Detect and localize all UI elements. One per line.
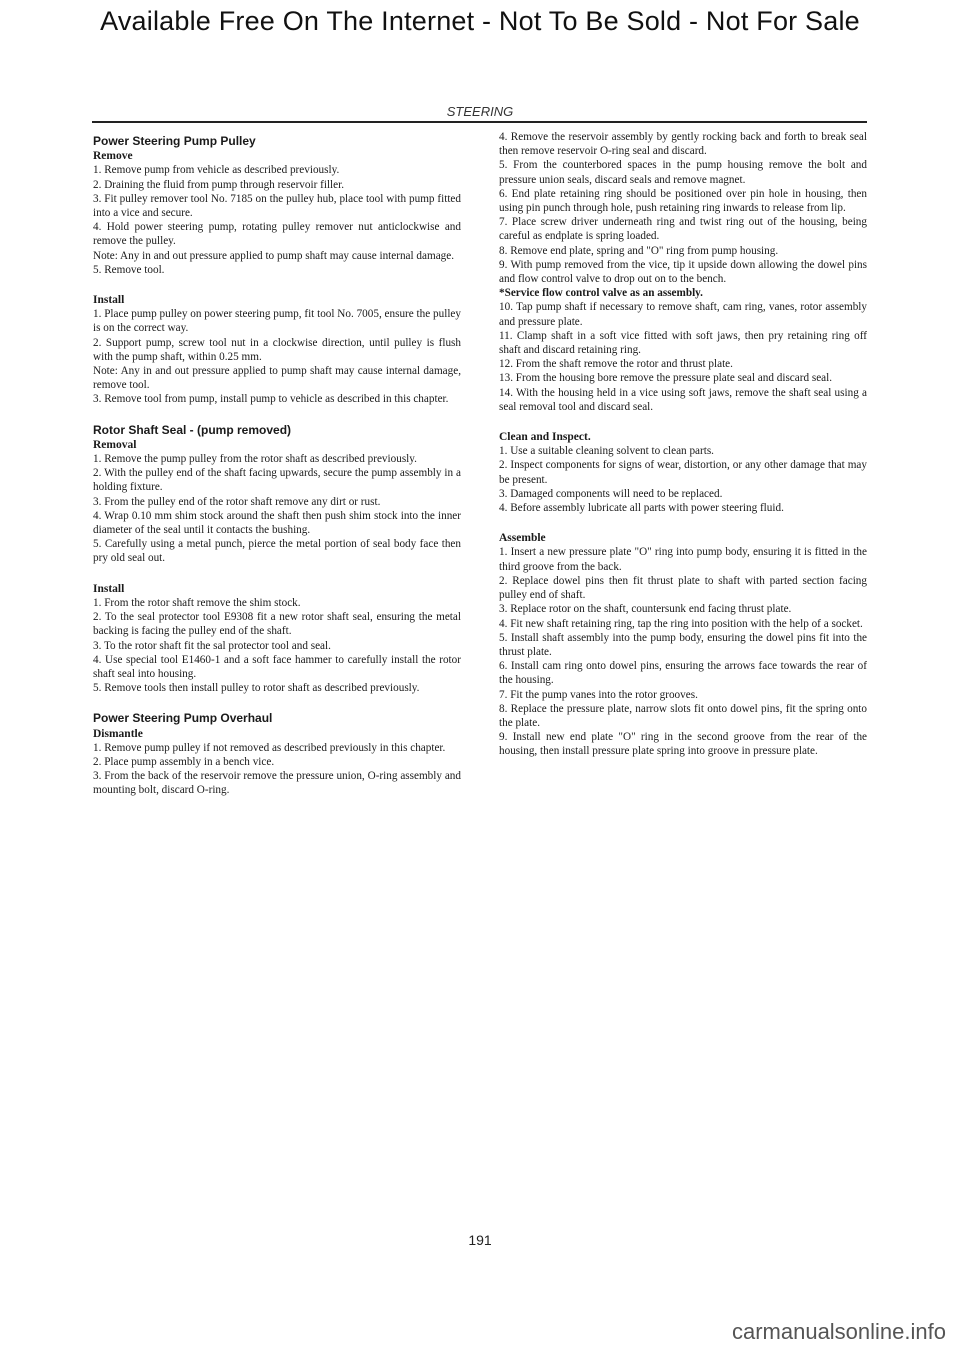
step-text: 2. Replace dowel pins then fit thrust plate to shaft with parted section facing pulley end of shaft.	[499, 574, 867, 602]
step-text: 13. From the housing bore remove the pressure plate seal and discard seal.	[499, 372, 833, 385]
subheading: Assemble	[499, 532, 546, 545]
step-text: 5. From the counterbored spaces in the pump housing remove the bolt and pressure union seals, discard seals and remove magnet.	[499, 159, 867, 186]
step-text: 14. With the housing held in a vice using soft jaws, remove the shaft seal using a seal removal tool and discard seal.	[499, 386, 867, 413]
step-text: 2. Inspect components for signs of wear, distortion, or any other damage that may be present.	[499, 459, 867, 486]
step-text: 1. Remove pump from vehicle as described previously.	[93, 164, 340, 177]
service-note: *Service flow control valve as an assembly.	[499, 287, 703, 300]
step-text: 2. To the seal protector tool E9308 fit a new rotor shaft seal, ensuring the metal backing is facing the pulley end of the shaft.	[93, 611, 461, 638]
section-title: Rotor Shaft Seal - (pump removed)	[93, 422, 292, 437]
subheading: Dismantle	[93, 727, 143, 740]
step-text: 8. Remove end plate, spring and "O" ring from pump housing.	[499, 244, 779, 257]
subheading: Remove	[93, 150, 133, 163]
step-text: 4. Hold power steering pump, rotating pulley remover nut anticlockwise and remove the pulley.	[93, 221, 461, 248]
step-text: 5. Remove tool.	[93, 263, 165, 276]
overhaul-section	[93, 711, 461, 797]
step-text: 7. Place screw driver underneath ring and twist ring out of the housing, being careful as endplate is spring loaded.	[499, 216, 867, 243]
step-text: 1. Remove the pump pulley from the rotor shaft as described previously.	[93, 453, 417, 466]
step-text: 4. Wrap 0.10 mm shim stock around the shaft then push shim stock into the inner diameter of the seal until it contacts the bushing.	[93, 509, 461, 537]
section-title: Power Steering Pump Overhaul	[93, 711, 273, 726]
step-text: Note: Any in and out pressure applied to pump shaft may cause internal damage.	[93, 249, 455, 262]
step-text: 5. Remove tools then install pulley to rotor shaft as described previously.	[93, 682, 420, 695]
step-text: 5. Install shaft assembly into the pump body, ensuring the dowel pins fit into the thrust plate.	[499, 631, 867, 658]
subheading: Removal	[93, 438, 137, 451]
step-text: 6. Install cam ring onto dowel pins, ensuring the arrows face towards the rear of the housing.	[499, 660, 867, 687]
right-column	[499, 130, 867, 759]
step-text: 1. Place pump pulley on power steering pump, fit tool No. 7005, ensure the pulley is on the correct way.	[93, 308, 461, 335]
pulley-install-steps	[93, 307, 461, 406]
pulley-section	[93, 134, 461, 407]
step-text: 1. From the rotor shaft remove the shim stock.	[93, 596, 301, 609]
left-column	[93, 130, 461, 798]
clean-steps	[499, 444, 867, 515]
step-text: 2. Place pump assembly in a bench vice.	[93, 755, 275, 768]
step-text: 3. From the pulley end of the rotor shaft remove any dirt or rust.	[93, 495, 381, 508]
step-text: 3. From the back of the reservoir remove the pressure union, O-ring assembly and mounting bolt, discard O-ring.	[93, 770, 461, 797]
seal-install-steps	[93, 596, 461, 695]
subheading: Install	[93, 582, 125, 595]
step-text: 3. Fit pulley remover tool No. 7185 on the pulley hub, place tool with pump fitted into a vice and secure.	[93, 192, 461, 220]
page-number: 191	[468, 1232, 492, 1248]
step-text: 1. Insert a new pressure plate "O" ring into pump body, ensuring it is fitted in the third groove from the back.	[499, 546, 867, 573]
step-text: 3. Replace rotor on the shaft, countersunk end facing thrust plate.	[499, 603, 792, 616]
step-text: 4. Remove the reservoir assembly by gently rocking back and forth to break seal then remove reservoir O-ring seal and discard.	[499, 131, 867, 158]
step-text: 2. Draining the fluid from pump through reservoir filler.	[93, 178, 345, 191]
subheading: Install	[93, 294, 125, 307]
step-text: 9. Install new end plate "O" ring in the second groove from the rear of the housing, then install pressure plate spring into groove in pressure plate.	[499, 731, 867, 758]
watermark-banner: Available Free On The Internet - Not To Be Sold - Not For Sale	[100, 6, 860, 36]
header-rule	[92, 121, 867, 123]
subheading: Clean and Inspect.	[499, 431, 591, 444]
step-text: 4. Fit new shaft retaining ring, tap the ring into position with the help of a socket.	[499, 617, 863, 630]
step-text: 11. Clamp shaft in a soft vice fitted with soft jaws, then pry retaining ring off shaft and discard retaining ring.	[499, 329, 867, 357]
step-text: 4. Use special tool E1460-1 and a soft face hammer to carefully install the rotor shaft seal into housing.	[93, 653, 461, 680]
step-text: 5. Carefully using a metal punch, pierce the metal portion of seal body face then pry old seal out.	[93, 538, 461, 565]
step-text: 4. Before assembly lubricate all parts with power steering fluid.	[499, 502, 784, 515]
step-text: 1. Remove pump pulley if not removed as described previously in this chapter.	[93, 741, 446, 754]
running-head: STEERING	[446, 104, 514, 119]
step-text: 10. Tap pump shaft if necessary to remove shaft, cam ring, vanes, rotor assembly and pressure plate.	[499, 301, 867, 328]
step-text: Note: Any in and out pressure applied to pump shaft may cause internal damage, remove tool.	[93, 365, 461, 392]
seal-section	[93, 423, 461, 696]
dismantle-steps-continued-2	[499, 300, 867, 414]
pulley-remove-steps	[93, 163, 461, 277]
step-text: 6. End plate retaining ring should be positioned over pin hole in housing, then using pin punch through hole, push retaining ring inwards to release from lip.	[499, 187, 867, 215]
step-text: 2. With the pulley end of the shaft facing upwards, secure the pump assembly in a holding fixture.	[93, 467, 461, 494]
section-title: Power Steering Pump Pulley	[93, 134, 256, 148]
step-text: 7. Fit the pump vanes into the rotor grooves.	[499, 688, 698, 701]
step-text: 2. Support pump, screw tool nut in a clockwise direction, until pulley is flush with the pump shaft, within 0.25 mm.	[93, 336, 461, 363]
dismantle-steps-continued	[499, 130, 867, 286]
step-text: 9. With pump removed from the vice, tip it upside down allowing the dowel pins and flow control valve to drop out on to the bench.	[499, 258, 867, 286]
seal-removal-steps	[93, 452, 461, 566]
step-text: 3. To the rotor shaft fit the sal protector tool and seal.	[93, 639, 331, 652]
overhaul-dismantle-steps	[93, 741, 461, 798]
assemble-steps	[499, 545, 867, 758]
footer-watermark: carmanualsonline.info	[731, 1319, 946, 1344]
step-text: 3. Remove tool from pump, install pump to vehicle as described in this chapter.	[93, 393, 449, 406]
step-text: 3. Damaged components will need to be replaced.	[499, 487, 723, 500]
step-text: 8. Replace the pressure plate, narrow slots fit onto dowel pins, fit the spring onto the plate.	[499, 702, 867, 729]
step-text: 1. Use a suitable cleaning solvent to clean parts.	[499, 445, 714, 458]
step-text: 12. From the shaft remove the rotor and thrust plate.	[499, 358, 733, 371]
